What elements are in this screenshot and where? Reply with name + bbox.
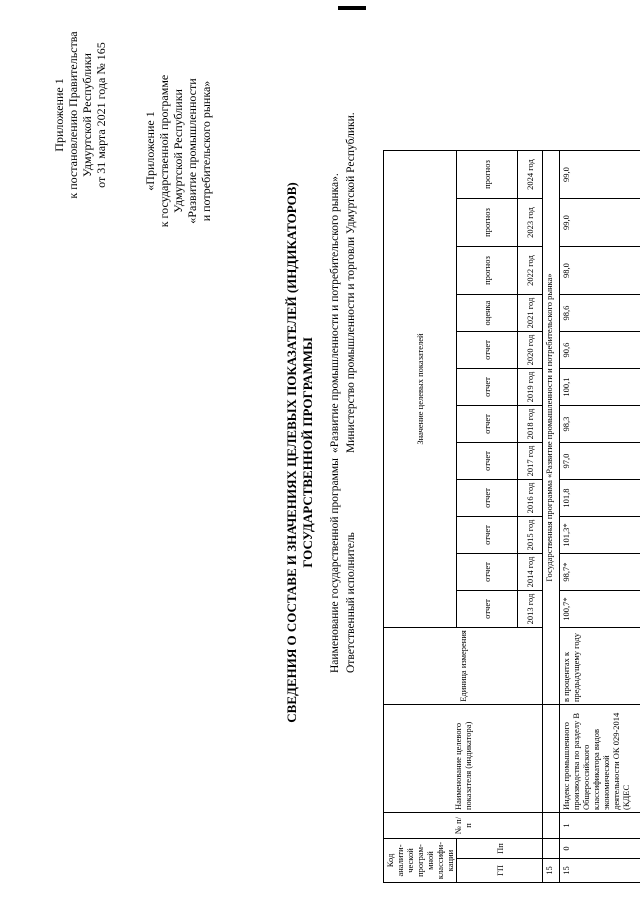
header-year: 2013 год bbox=[518, 591, 543, 628]
header-pp: Пп bbox=[457, 839, 543, 859]
appendix-program-line3: Удмуртской Республики bbox=[171, 89, 185, 213]
appendix-decree-line4: от 31 марта 2021 года № 165 bbox=[94, 42, 108, 188]
executor-value: Министерство промышленности и торговли Удмуртской Республики. bbox=[345, 112, 357, 453]
appendix-program-line4: «Развитие промышленности bbox=[185, 78, 199, 224]
program-row-label: Государственная программа «Развитие промышленности и потребительского рынка» bbox=[543, 151, 560, 705]
header-type: отчет bbox=[457, 406, 518, 443]
program-row-num bbox=[543, 813, 560, 839]
header-year: 2021 год bbox=[518, 295, 543, 332]
row-value: 98,0 bbox=[560, 247, 640, 295]
row-unit: в процентах к предыдущему году bbox=[560, 628, 640, 705]
header-type: отчет bbox=[457, 591, 518, 628]
row-value: 99,0 bbox=[560, 151, 640, 199]
appendix-program bbox=[143, 51, 213, 251]
appendix-decree bbox=[52, 25, 108, 205]
executor-label: Ответственный исполнитель bbox=[345, 532, 357, 673]
header-type: отчет bbox=[457, 369, 518, 406]
program-name-value: «Развитие промышленности и потребительского рынка». bbox=[329, 173, 341, 453]
header-gp: ГП bbox=[457, 859, 543, 883]
program-name-label: Наименование государственной программы bbox=[329, 458, 341, 673]
program-row-name bbox=[543, 705, 560, 813]
header-year: 2023 год bbox=[518, 199, 543, 247]
header-year: 2020 год bbox=[518, 332, 543, 369]
row-num: 1 bbox=[560, 813, 640, 839]
row-gp: 15 bbox=[560, 859, 640, 883]
row-value: 98,3 bbox=[560, 406, 640, 443]
header-type: отчет bbox=[457, 480, 518, 517]
appendix-program-line5: и потребительского рынка» bbox=[199, 80, 213, 222]
header-year: 2024 год bbox=[518, 151, 543, 199]
appendix-decree-line2: к постановлению Правительства bbox=[66, 31, 80, 199]
header-year: 2015 год bbox=[518, 517, 543, 554]
row-pp: 0 bbox=[560, 839, 640, 859]
row-value: 90,6 bbox=[560, 332, 640, 369]
appendix-program-line2: к государственной программе bbox=[157, 74, 171, 228]
row-indicator-name: Индекс промышленного производства по разделу В Общероссийского классификатора видов экономической деятельности ОК 029-2014 (КДЕС bbox=[560, 705, 640, 813]
header-type: оценка bbox=[457, 295, 518, 332]
header-num: № п/п bbox=[384, 813, 543, 839]
header-values-group: Значение целевых показателей bbox=[384, 151, 457, 628]
header-type: прогноз bbox=[457, 247, 518, 295]
appendix-decree-line3: Удмуртской Республики bbox=[80, 53, 94, 177]
header-type: отчет bbox=[457, 554, 518, 591]
row-value: 100,7* bbox=[560, 591, 640, 628]
row-value: 101,8 bbox=[560, 480, 640, 517]
row-value: 98,6 bbox=[560, 295, 640, 332]
header-type: отчет bbox=[457, 332, 518, 369]
row-value: 98,7* bbox=[560, 554, 640, 591]
table-row bbox=[560, 151, 640, 883]
row-value: 97,0 bbox=[560, 443, 640, 480]
appendix-program-line1: «Приложение 1 bbox=[143, 111, 157, 191]
header-type: прогноз bbox=[457, 151, 518, 199]
row-value: 101,3* bbox=[560, 517, 640, 554]
program-row bbox=[543, 151, 560, 883]
document-title-line2: ГОСУДАРСТВЕННОЙ ПРОГРАММЫ bbox=[300, 337, 315, 568]
row-value: 99,0 bbox=[560, 199, 640, 247]
header-name: Наименование целевого показателя (индикатора) bbox=[384, 705, 543, 813]
header-unit: Единица измерения bbox=[384, 628, 543, 705]
row-value: 100,1 bbox=[560, 369, 640, 406]
header-year: 2019 год bbox=[518, 369, 543, 406]
header-year: 2018 год bbox=[518, 406, 543, 443]
header-type: прогноз bbox=[457, 199, 518, 247]
program-row-pp bbox=[543, 839, 560, 859]
header-year: 2016 год bbox=[518, 480, 543, 517]
appendix-decree-line1: Приложение 1 bbox=[52, 78, 66, 152]
header-code: Код аналити-ческой програм-мной классифи-кации bbox=[384, 839, 457, 883]
header-year: 2014 год bbox=[518, 554, 543, 591]
header-type: отчет bbox=[457, 443, 518, 480]
header-year: 2022 год bbox=[518, 247, 543, 295]
indicators-table bbox=[383, 150, 640, 883]
header-type: отчет bbox=[457, 517, 518, 554]
header-year: 2017 год bbox=[518, 443, 543, 480]
document-title-line1: СВЕДЕНИЯ О СОСТАВЕ И ЗНАЧЕНИЯХ ЦЕЛЕВЫХ ПОКАЗАТЕЛЕЙ (ИНДИКАТОРОВ) bbox=[284, 182, 299, 723]
header-row-1 bbox=[384, 151, 457, 883]
program-row-gp: 15 bbox=[543, 859, 560, 883]
